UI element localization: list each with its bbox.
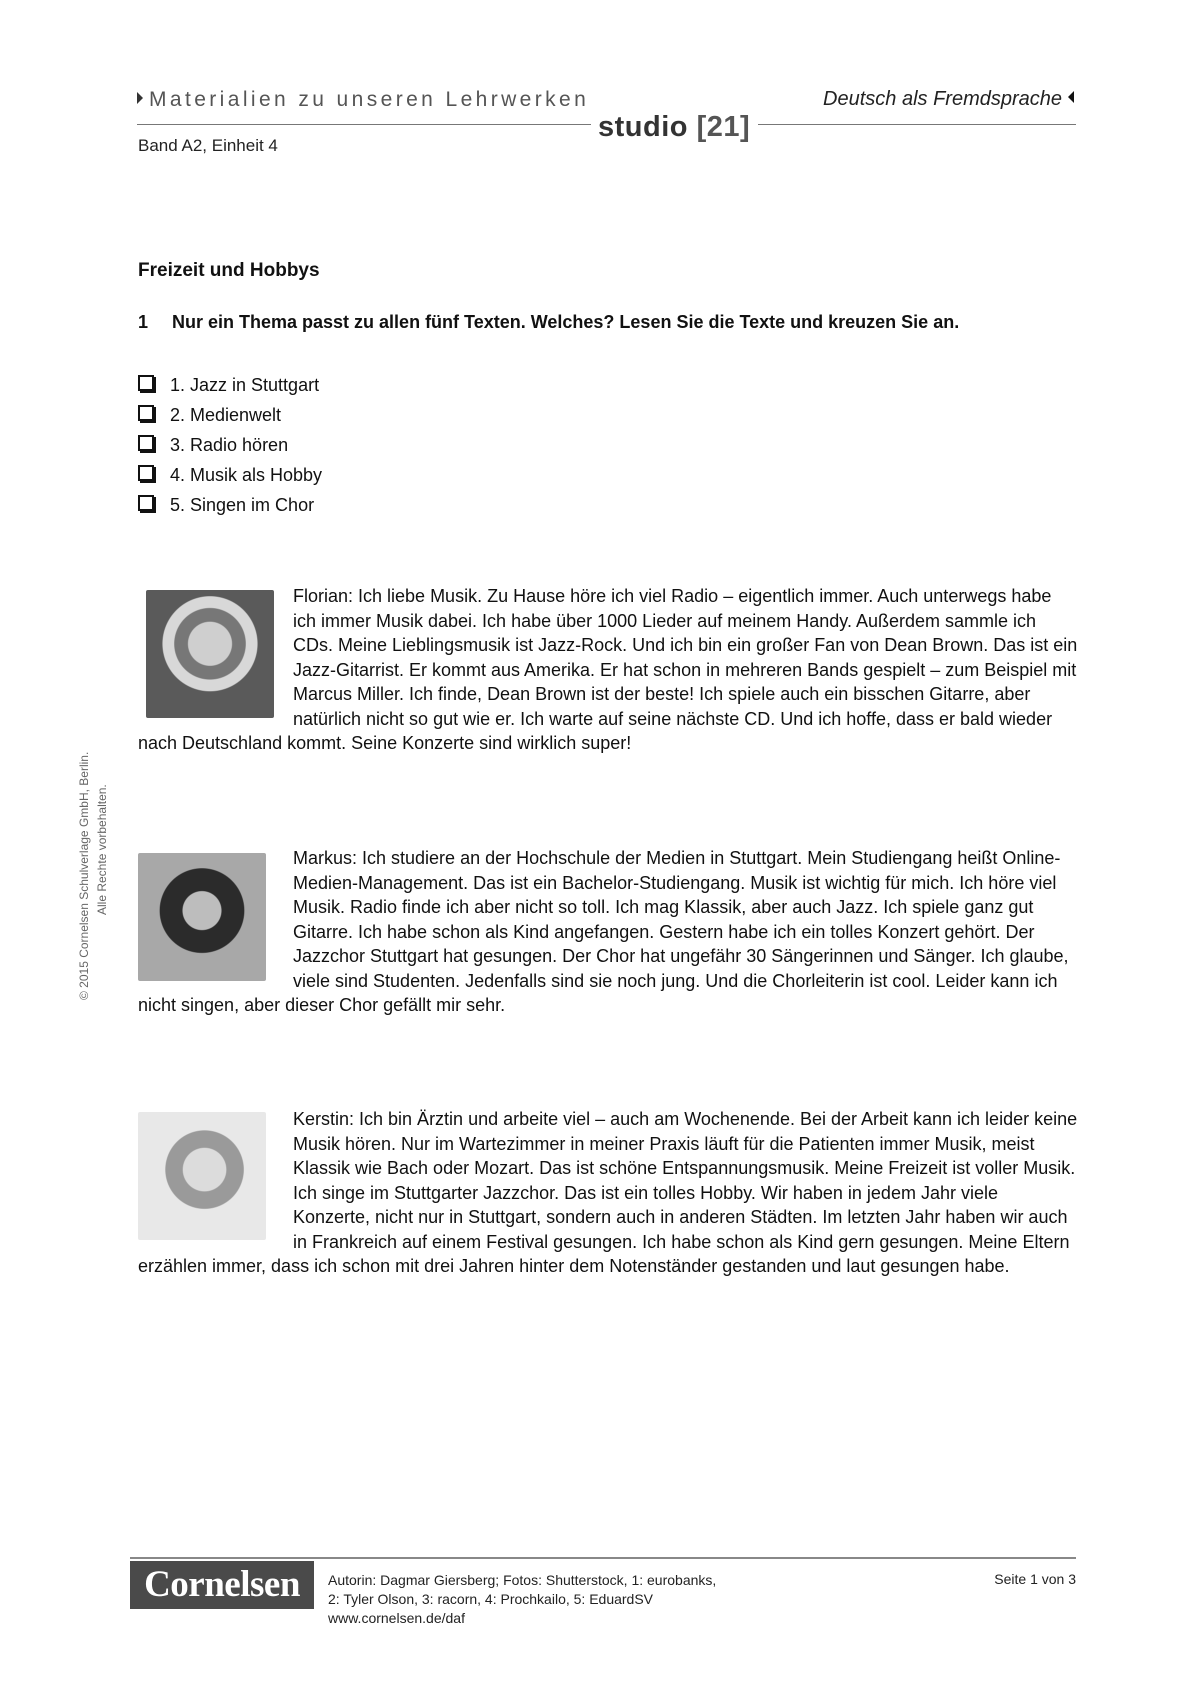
text-markus-body: Markus: Ich studiere an der Hochschule der Medien in Stuttgart. Mein Studiengang heißt Online-Medien-Management. Das ist ein Bachelor-Studiengang. Musik ist wichtig für mich. Ich höre viel Musik. Radio finde ich aber nicht so toll. Ich mag Klassik, aber auch Jazz. Ich spiele ganz gut Gitarre. Ich habe schon als Kind angefangen. Gestern habe ich ein tolles Konzert gehört. Der Jazzchor Stuttgart hat gesungen. Der Chor hat ungefähr 30 Sängerinnen und Sänger. Ich glaube, viele sind Studenten. Jedenfalls sind sie noch jung. Und die Chorleiterin ist cool. Leider kann ich nicht singen, aber dieser Chor gefällt mir sehr. xyxy=(138,848,1069,1015)
option-label: 3. Radio hören xyxy=(170,434,289,455)
option-label: 2. Medienwelt xyxy=(170,404,282,425)
series-label: Materialien zu unseren Lehrwerken xyxy=(149,88,590,111)
task-text: Nur ein Thema passt zu allen fünf Texten. Welches? Lesen Sie die Texte und kreuzen Sie an. xyxy=(172,312,960,332)
checkbox[interactable] xyxy=(138,465,154,481)
checkbox[interactable] xyxy=(138,495,154,511)
task-instruction xyxy=(138,312,959,333)
option-list xyxy=(138,370,322,520)
task-number: 1 xyxy=(138,312,149,332)
option-item xyxy=(138,400,322,430)
option-label: 4. Musik als Hobby xyxy=(170,464,323,485)
website-link[interactable]: www.cornelsen.de/daf xyxy=(328,1610,465,1626)
page-number: Seite 1 von 3 xyxy=(994,1571,1076,1587)
logo-word: studio xyxy=(598,111,688,143)
option-label: 5. Singen im Chor xyxy=(170,494,315,515)
credits xyxy=(328,1571,716,1628)
photo-spacer xyxy=(138,846,293,993)
option-item xyxy=(138,460,322,490)
band-unit-label: Band A2, Einheit 4 xyxy=(138,136,278,155)
series-header xyxy=(137,88,589,112)
text-kerstin-body: Kerstin: Ich bin Ärztin und arbeite viel – auch am Wochenende. Bei der Arbeit kann ich leider keine Musik hören. Nur im Wartezimmer in meiner Praxis läuft für die Patienten immer Musik, meist Klassik wie Bach oder Mozart. Das ist schöne Entspannungsmusik. Meine Freizeit ist voller Musik. Ich singe im Stuttgarter Jazzchor. Das ist ein tolles Hobby. Wir haben in jedem Jahr viele Konzerte, nicht nur in Stuttgart, sondern auch in anderen Städten. Im letzten Jahr haben wir auch in Frankreich auf einem Festival gesungen. Ich habe schon als Kind gern gesungen. Meine Eltern erzählen immer, dass ich schon mit drei Jahren hinter dem Notenständer gestanden und laut gesungen habe. xyxy=(138,1109,1078,1276)
subject-header xyxy=(823,88,1074,111)
checkbox[interactable] xyxy=(138,435,154,451)
triangle-right-icon xyxy=(137,92,143,104)
text-florian-body: Florian: Ich liebe Musik. Zu Hause höre ich viel Radio – eigentlich immer. Auch unterwegs habe ich immer Musik dabei. Ich habe über 1000 Lieder auf meinem Handy. Außerdem sammle ich CDs. Meine Lieblingsmusik ist Jazz-Rock. Und ich bin ein großer Fan von Dean Brown. Das ist ein Jazz-Gitarrist. Er kommt aus Amerika. Er hat schon in mehreren Bands gespielt – zum Beispiel mit Marcus Miller. Ich finde, Dean Brown ist der beste! Ich spiele auch ein bisschen Gitarre, aber natürlich nicht so gut wie er. Ich warte auf seine nächste CD. Und ich hoffe, dass er bald wieder nach Deutschland kommt. Seine Konzerte sind wirklich super! xyxy=(138,586,1078,753)
page-title: Freizeit und Hobbys xyxy=(138,260,320,281)
option-item xyxy=(138,370,322,400)
photo-spacer xyxy=(138,1107,293,1254)
option-item xyxy=(138,490,322,520)
option-label: 1. Jazz in Stuttgart xyxy=(170,374,320,395)
rights-text: Alle Rechte vorbehalten. xyxy=(95,784,109,915)
triangle-left-icon xyxy=(1068,91,1074,103)
checkbox[interactable] xyxy=(138,405,154,421)
studio-logo xyxy=(598,111,750,144)
footer-rule xyxy=(130,1557,1076,1559)
publisher-logo: Cornelsen xyxy=(130,1561,314,1609)
subject-label: Deutsch als Fremdsprache xyxy=(823,88,1062,110)
text-florian xyxy=(138,584,1078,756)
checkbox[interactable] xyxy=(138,375,154,391)
photo-spacer xyxy=(138,584,293,731)
text-markus xyxy=(138,846,1078,1018)
copyright-text: © 2015 Cornelsen Schulverlage GmbH, Berlin. xyxy=(77,751,91,1000)
option-item xyxy=(138,430,322,460)
text-kerstin xyxy=(138,1107,1078,1279)
header-rule-left xyxy=(137,124,591,125)
logo-number: [21] xyxy=(696,111,751,143)
header-rule-right xyxy=(758,124,1076,125)
credits-line: 2: Tyler Olson, 3: racorn, 4: Prochkailo, 5: EduardSV xyxy=(328,1591,654,1607)
credits-line: Autorin: Dagmar Giersberg; Fotos: Shutterstock, 1: eurobanks, xyxy=(328,1572,717,1588)
